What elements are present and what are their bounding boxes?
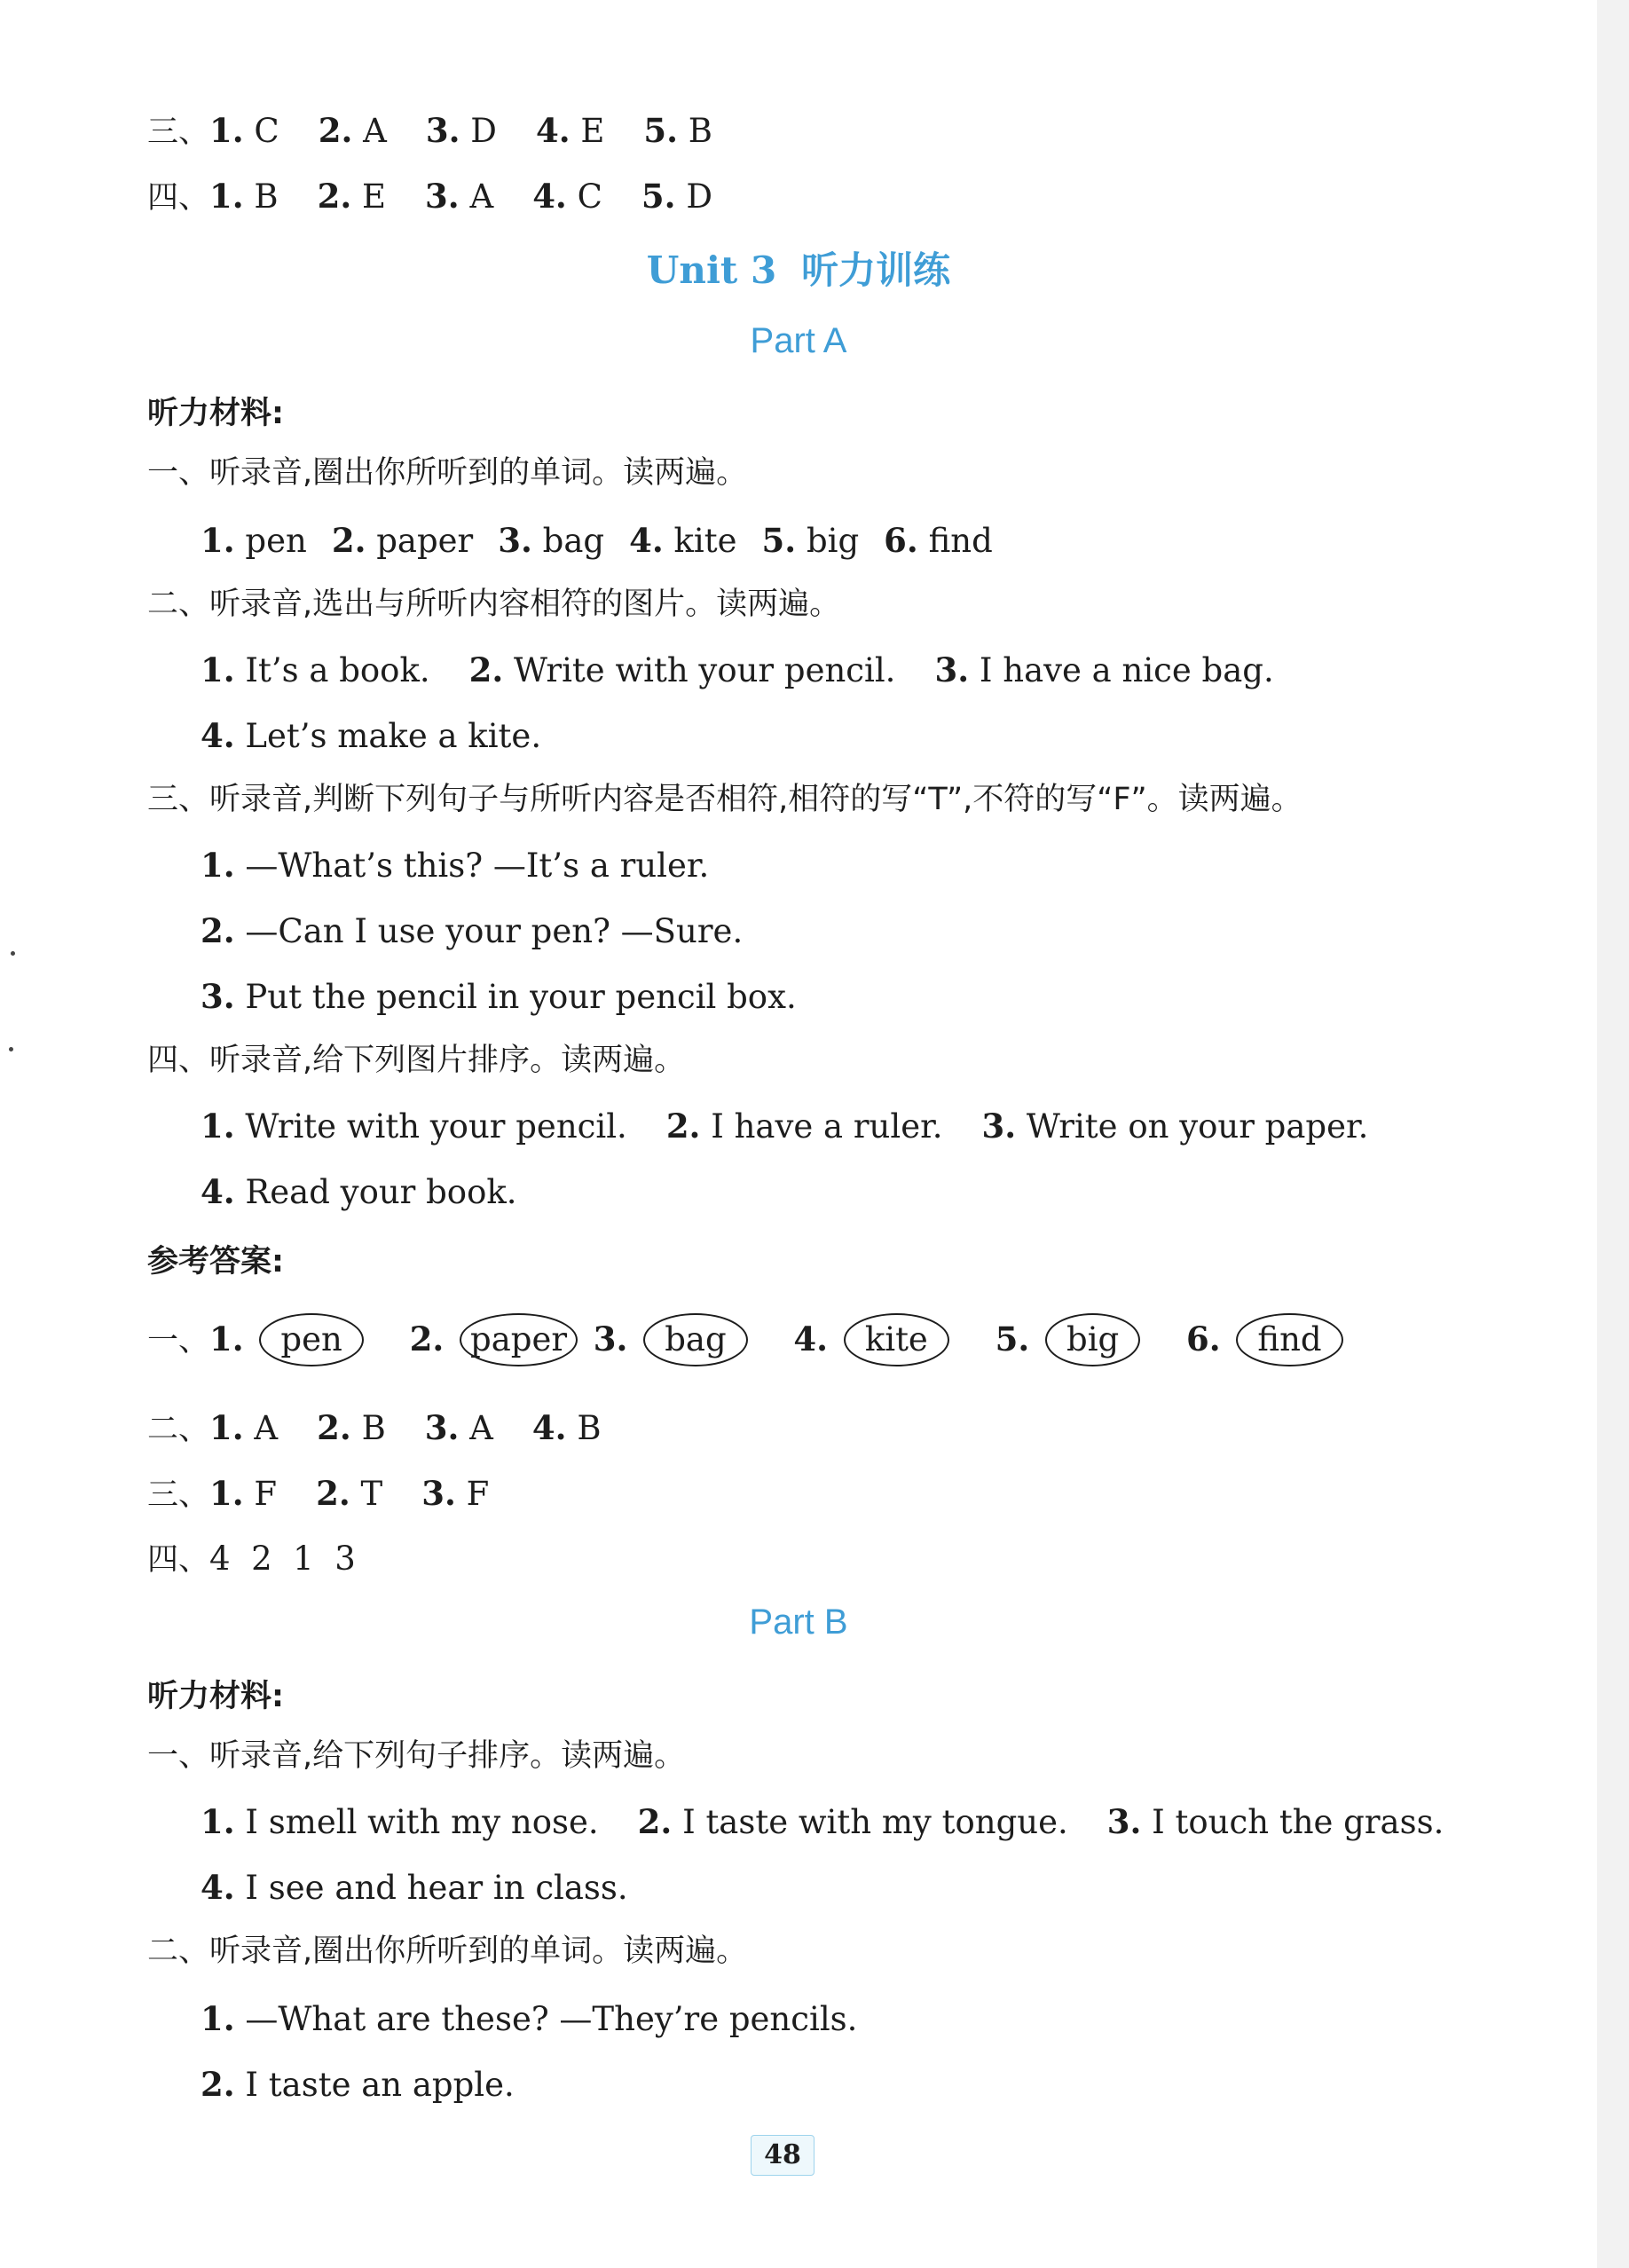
part-b-q1-instruction: 一、听录音,给下列句子排序。读两遍。 [147, 1738, 686, 1774]
answer-line-a2: 二、1. A 2. B 3. A 4. B [147, 1408, 602, 1447]
circled-word: bag [643, 1313, 747, 1366]
part-a-q1-instruction: 一、听录音,圈出你所听到的单词。读两遍。 [147, 455, 748, 491]
part-a-q4-item-4: 4. Read your book. [201, 1172, 517, 1211]
part-a-answer-label: 参考答案: [147, 1244, 284, 1280]
circled-word: kite [844, 1313, 949, 1366]
circled-word: big [1045, 1313, 1140, 1366]
unit-subtitle: 听力训练 [801, 248, 951, 292]
part-a-q3-item-3: 3. Put the pencil in your pencil box. [201, 977, 797, 1016]
unit-heading [0, 241, 1597, 295]
part-a-q4-items: 1. Write with your pencil. 2. I have a ruler. 3. Write on your paper. [201, 1106, 1369, 1146]
part-a-material-label: 听力材料: [147, 396, 284, 431]
part-a-q2-item-4: 4. Let’s make a kite. [201, 716, 542, 755]
part-a-heading: Part A [750, 321, 847, 360]
page-edge [1597, 0, 1629, 2268]
answer-line-a3: 三、1. F 2. T 3. F [147, 1474, 490, 1513]
part-a-q4-instruction: 四、听录音,给下列图片排序。读两遍。 [147, 1043, 686, 1078]
part-a-q2-items: 1. It’s a book. 2. Write with your pencil. 3. I have a nice bag. [201, 650, 1274, 689]
part-a-q3-item-1: 1. —What’s this? —It’s a ruler. [201, 846, 710, 885]
part-a-q1-items: 1. pen 2. paper 3. bag 4. kite 5. big 6. find [201, 521, 993, 560]
part-a-q3-item-2: 2. —Can I use your pen? —Sure. [201, 911, 744, 950]
part-a-q2-instruction: 二、听录音,选出与所听内容相符的图片。读两遍。 [147, 587, 841, 622]
answer-line-san: 三、1. C 2. A 3. D 4. E 5. B [147, 111, 712, 150]
unit-title: Unit 3 [646, 248, 777, 292]
circled-word: paper [460, 1313, 578, 1366]
part-b-q2-instruction: 二、听录音,圈出你所听到的单词。读两遍。 [147, 1933, 748, 1969]
part-b-q2-item-2: 2. I taste an apple. [201, 2065, 515, 2104]
circled-word: find [1236, 1313, 1342, 1366]
part-a-q3-instruction: 三、听录音,判断下列句子与所听内容是否相符,相符的写“T”,不符的写“F”。读两遍。 [147, 782, 1302, 817]
part-b-q1-item-4: 4. I see and hear in class. [201, 1868, 628, 1907]
answer-circled-words: 一、1. pen 2. paper 3. bag 4. kite 5. big 6. find [147, 1313, 1349, 1366]
part-b-q1-items: 1. I smell with my nose. 2. I taste with my tongue. 3. I touch the grass. [201, 1802, 1444, 1841]
margin-speck [11, 951, 15, 956]
part-b-heading: Part B [749, 1603, 848, 1642]
part-b-material-label: 听力材料: [147, 1679, 284, 1714]
margin-speck [9, 1047, 13, 1051]
circled-word: pen [259, 1313, 363, 1366]
part-b-q2-item-1: 1. —What are these? —They’re pencils. [201, 1999, 858, 2038]
page-number: 48 [751, 2135, 814, 2176]
answer-line-si: 四、1. B 2. E 3. A 4. C 5. D [147, 177, 712, 216]
answer-line-a4: 四、4 2 1 3 [147, 1540, 356, 1578]
